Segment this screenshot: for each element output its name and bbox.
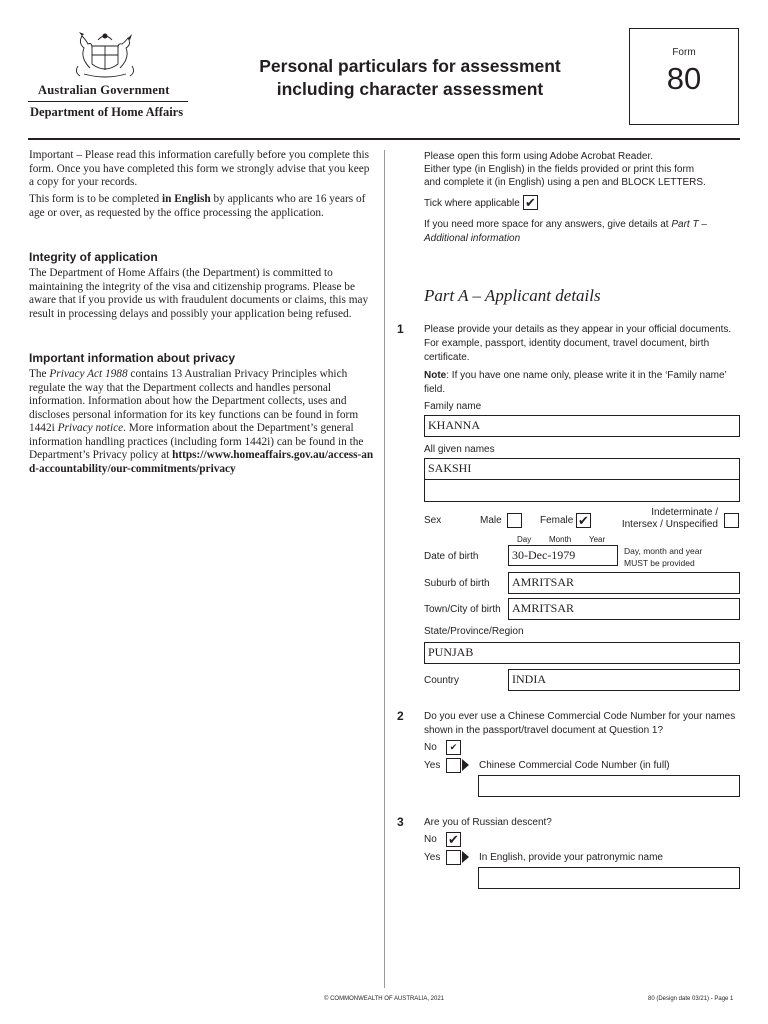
note-text: : If you have one name only, please write it in the ‘Family name’ <box>446 370 727 381</box>
intro-important: Important – Please read this information carefully before you complete this form. Once you have completed this form we strongly advise that you keep a copy for your records. <box>29 149 370 188</box>
page-number: 80 (Design date 03/21) - Page 1 <box>648 996 734 1002</box>
more-space-note <box>424 218 707 232</box>
code-number-label: Chinese Commercial Code Number (in full) <box>479 760 670 771</box>
patronymic-field[interactable] <box>478 867 740 889</box>
question-2-number: 2 <box>397 709 404 723</box>
form-number: 80 <box>666 61 702 96</box>
more-space-text: If you need more space for any answers, give details at <box>424 219 672 230</box>
q2-no-label: No <box>424 742 437 753</box>
code-number-field[interactable] <box>478 775 740 797</box>
male-checkbox[interactable] <box>507 513 522 528</box>
q2-yes-checkbox[interactable] <box>446 758 461 773</box>
female-checkbox[interactable]: ✔ <box>576 513 591 528</box>
q3-yes-label: Yes <box>424 852 441 863</box>
dob-note-1: Day, month and year <box>624 546 703 556</box>
instruction-line-2: Either type (in English) in the fields provided or print this form <box>424 164 695 175</box>
intro-english-bold: in English <box>162 193 211 205</box>
q1-text-2: For example, passport, identity document, travel document, birth <box>424 338 710 349</box>
department-name: Department of Home Affairs <box>30 105 184 119</box>
state-label: State/Province/Region <box>424 626 524 637</box>
town-label: Town/City of birth <box>424 604 501 615</box>
dob-field[interactable]: 30-Dec-1979 <box>508 545 618 566</box>
q2-no-checkbox[interactable]: ✔ <box>446 740 461 755</box>
divider <box>28 101 188 102</box>
indeterminate-label-2: Intersex / Unspecified <box>621 519 718 530</box>
q3-yes-checkbox[interactable] <box>446 850 461 865</box>
dob-label: Date of birth <box>424 551 479 562</box>
q1-text-1: Please provide your details as they appear in your official documents. <box>424 324 732 335</box>
given-names-field-2[interactable] <box>424 480 740 502</box>
year-label: Year <box>589 535 606 544</box>
header-divider <box>28 138 740 140</box>
day-label: Day <box>517 535 532 544</box>
integrity-heading: Integrity of application <box>29 250 158 264</box>
form-title-line-1: Personal particulars for assessment <box>259 56 561 76</box>
male-label: Male <box>480 515 502 526</box>
privacy-text <box>29 368 374 476</box>
privacy-notice: Privacy notice <box>57 422 124 434</box>
privacy-text-1: contains 13 Australian Privacy Principles which regulate the way that the Department collects and handles personal information. Information about how the Department collects, uses and discloses personal information for its key functions can be found in form 1442i <box>29 368 359 434</box>
q2-text-1: Do you ever use a Chinese Commercial Code Number for your names <box>424 711 736 722</box>
q2-text-2: shown in the passport/travel document at Question 1? <box>424 725 664 736</box>
column-divider <box>384 150 385 988</box>
family-name-label: Family name <box>424 401 482 412</box>
intro-english-after: by applicants who are 16 years of age or over, as requested by the office processing the application. <box>29 193 366 219</box>
indeterminate-label-1: Indeterminate / <box>651 507 718 518</box>
privacy-text-2: . More information about the Department’s general information handling practices (including form 1442i) can be found in the Department’s Privacy policy at <box>29 422 364 461</box>
part-a-heading: Part A – Applicant details <box>424 286 601 305</box>
given-names-field-1[interactable]: SAKSHI <box>424 458 740 480</box>
intro-english-before: This form is to be completed <box>29 193 163 205</box>
privacy-heading: Important information about privacy <box>29 351 236 365</box>
arrow-right-icon <box>462 759 469 771</box>
government-name: Australian Government <box>38 83 170 97</box>
state-field[interactable]: PUNJAB <box>424 642 740 664</box>
integrity-text: The Department of Home Affairs (the Department) is committed to maintaining the integrity of the visa and citizenship programs. Please be aware that if you provide us with fraudulent documents or claims, this may result in processing delays and possibly your application being refused. <box>29 267 369 320</box>
female-label: Female <box>540 515 574 526</box>
q3-text: Are you of Russian descent? <box>424 817 552 828</box>
additional-info-ref: Additional information <box>424 233 521 244</box>
part-t-ref: Part T – <box>671 219 707 230</box>
tick-example-checkbox: ✔ <box>523 195 538 210</box>
privacy-policy-link[interactable]: https://www.homeaffairs.gov.au/access-and-accountability/our-commitments/privacy <box>29 449 374 475</box>
q3-no-label: No <box>424 834 437 845</box>
australian-coat-of-arms-icon <box>70 28 140 83</box>
patronymic-label: In English, provide your patronymic name <box>479 852 663 863</box>
dob-note <box>624 545 702 569</box>
question-3-number: 3 <box>397 815 404 829</box>
dob-note-2: MUST be provided <box>624 558 695 568</box>
indeterminate-checkbox[interactable] <box>724 513 739 528</box>
form-title <box>240 55 580 101</box>
suburb-field[interactable]: AMRITSAR <box>508 572 740 594</box>
family-name-field[interactable]: KHANNA <box>424 415 740 437</box>
form-label: Form <box>672 47 696 58</box>
suburb-label: Suburb of birth <box>424 578 490 589</box>
intro-english <box>29 193 374 220</box>
question-1-number: 1 <box>397 322 404 336</box>
q1-note-2: field. <box>424 384 446 395</box>
q1-text-3: certificate. <box>424 352 470 363</box>
instruction-line-3: and complete it (in English) using a pen and BLOCK LETTERS. <box>424 177 706 188</box>
q2-yes-label: Yes <box>424 760 441 771</box>
form-title-line-2: including character assessment <box>276 79 544 99</box>
town-field[interactable]: AMRITSAR <box>508 598 740 620</box>
month-label: Month <box>549 535 572 544</box>
q3-no-checkbox[interactable]: ✔ <box>446 832 461 847</box>
privacy-act: Privacy Act 1988 <box>49 368 128 380</box>
tick-where-applicable: Tick where applicable <box>424 198 520 209</box>
given-names-label: All given names <box>424 444 495 455</box>
country-label: Country <box>424 675 460 686</box>
q1-note <box>424 369 727 383</box>
instruction-line-1: Please open this form using Adobe Acrobat Reader. <box>424 151 654 162</box>
arrow-right-icon <box>462 851 469 863</box>
indeterminate-label <box>610 507 718 531</box>
sex-label: Sex <box>424 515 442 526</box>
privacy-the: The <box>29 368 50 380</box>
note-label: Note <box>424 370 447 381</box>
copyright: © COMMONWEALTH OF AUSTRALIA, 2021 <box>324 996 444 1002</box>
country-field[interactable]: INDIA <box>508 669 740 691</box>
